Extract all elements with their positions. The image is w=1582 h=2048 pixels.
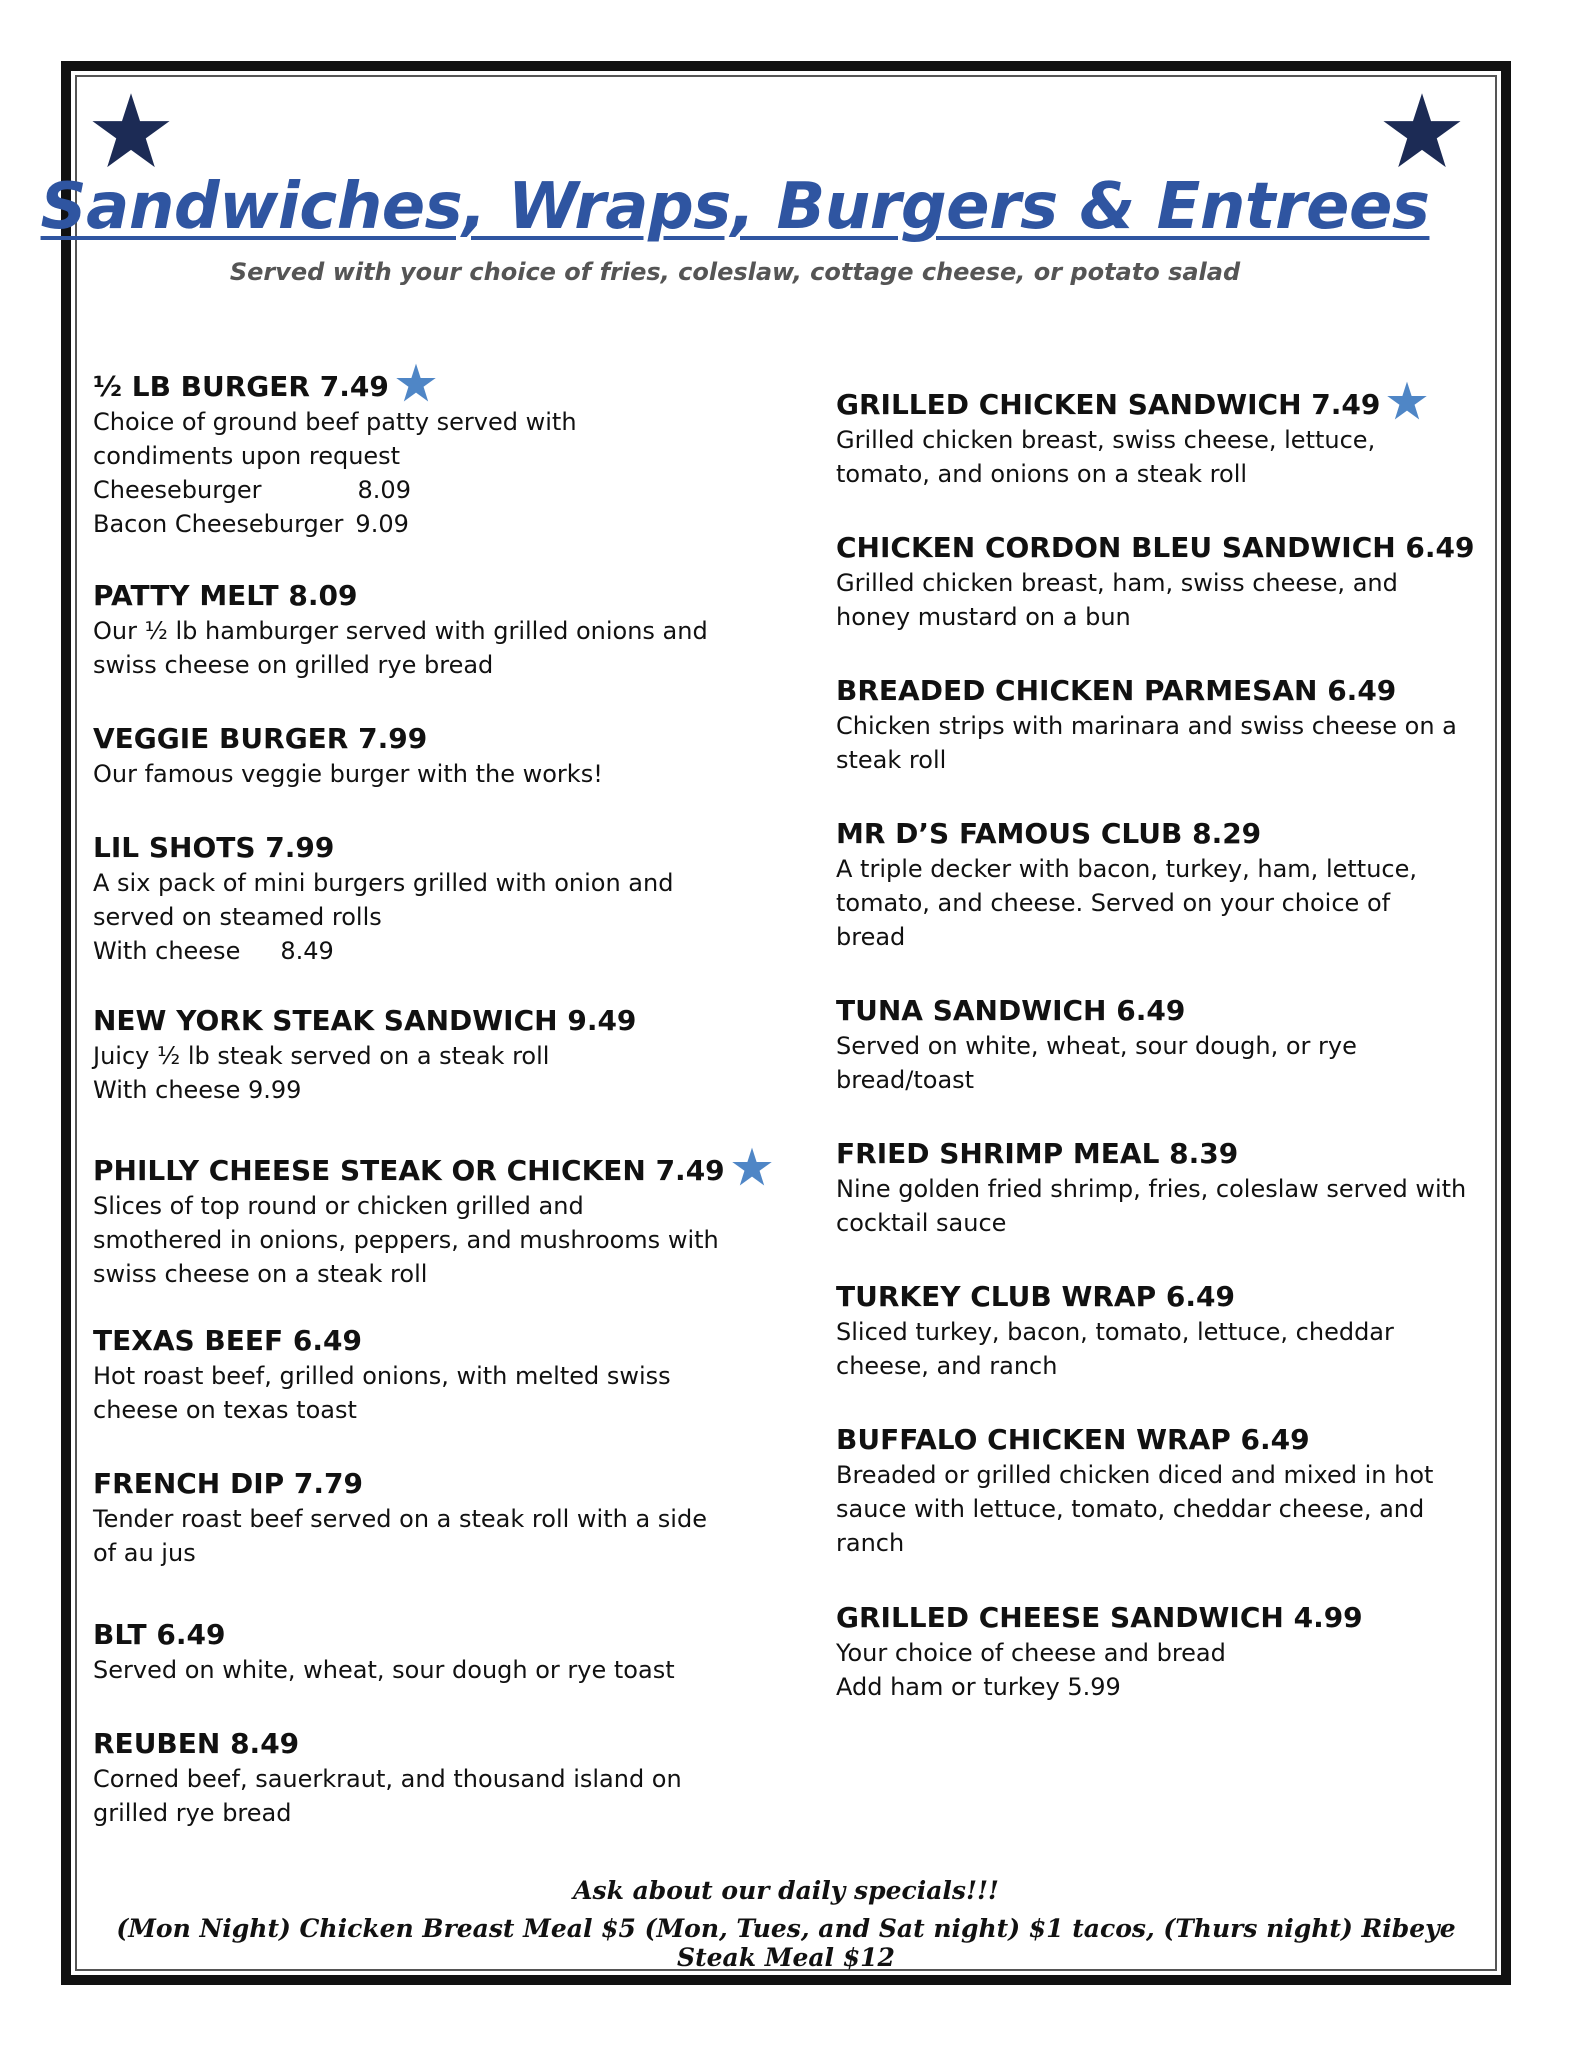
menu-item xyxy=(836,993,1496,1097)
menu-item-description: A six pack of mini burgers grilled with onion and xyxy=(93,869,674,897)
menu-item-description: swiss cheese on a steak roll xyxy=(93,1260,428,1288)
menu-item-title: REUBEN 8.49 xyxy=(93,1727,300,1760)
menu-item-description: smothered in onions, peppers, and mushrooms with xyxy=(93,1226,719,1254)
menu-item xyxy=(836,380,1496,491)
star-icon xyxy=(1381,90,1463,172)
menu-item-description: served on steamed rolls xyxy=(93,903,382,931)
menu-item-name xyxy=(93,1617,753,1653)
page-title: Sandwiches, Wraps, Burgers & Entrees xyxy=(40,170,1430,244)
star-icon xyxy=(395,362,437,404)
menu-item xyxy=(93,1003,753,1107)
menu-item-name xyxy=(93,1003,753,1039)
menu-item-description: Grilled chicken breast, ham, swiss cheese, and xyxy=(836,569,1398,597)
menu-item-description: Nine golden fried shrimp, fries, coleslaw served with xyxy=(836,1175,1467,1203)
menu-item-option xyxy=(93,473,753,507)
menu-item-description: Served on white, wheat, sour dough, or rye xyxy=(836,1032,1357,1060)
menu-item-name xyxy=(93,721,753,757)
menu-item-description: Sliced turkey, bacon, tomato, lettuce, cheddar xyxy=(836,1318,1394,1346)
menu-item-title: LIL SHOTS 7.99 xyxy=(93,831,335,864)
menu-item-title: PHILLY CHEESE STEAK OR CHICKEN 7.49 xyxy=(93,1154,725,1187)
menu-item-name xyxy=(836,1136,1496,1172)
menu-item-option-label: Cheeseburger xyxy=(93,476,262,504)
menu-item xyxy=(836,530,1496,634)
menu-item-option-price: 9.09 xyxy=(355,510,409,538)
footer-specials-heading: Ask about our daily specials!!! xyxy=(573,1876,999,1905)
menu-item-description: Our ½ lb hamburger served with grilled onions and xyxy=(93,617,708,645)
menu-item-description: cocktail sauce xyxy=(836,1209,1007,1237)
menu-item-name xyxy=(836,380,1496,423)
menu-item-description: Served on white, wheat, sour dough or rye toast xyxy=(93,1656,675,1684)
star-icon xyxy=(731,1146,773,1188)
menu-item-name xyxy=(836,816,1496,852)
menu-item-description: cheese on texas toast xyxy=(93,1396,357,1424)
menu-item xyxy=(93,1323,753,1427)
menu-item-description: honey mustard on a bun xyxy=(836,603,1131,631)
star-icon xyxy=(1386,380,1428,422)
menu-item xyxy=(93,578,753,682)
menu-item-name xyxy=(93,1726,753,1762)
menu-item-option-price: 8.49 xyxy=(280,937,334,965)
menu-item xyxy=(93,830,753,968)
menu-item xyxy=(836,1136,1496,1240)
menu-item-description: bread/toast xyxy=(836,1066,975,1094)
menu-item-description: tomato, and cheese. Served on your choice of xyxy=(836,889,1391,917)
star-icon xyxy=(90,90,172,172)
menu-item-description: Choice of ground beef patty served with xyxy=(93,408,577,436)
menu-item-description: Slices of top round or chicken grilled and xyxy=(93,1192,584,1220)
menu-item-name xyxy=(93,1323,753,1359)
menu-item-title: TUNA SANDWICH 6.49 xyxy=(836,994,1186,1027)
menu-item-name xyxy=(836,1422,1496,1458)
menu-item-description: Add ham or turkey 5.99 xyxy=(836,1673,1121,1701)
menu-item-title: FRENCH DIP 7.79 xyxy=(93,1467,363,1500)
menu-item-description: bread xyxy=(836,923,906,951)
menu-item-title: MR D’S FAMOUS CLUB 8.29 xyxy=(836,817,1262,850)
menu-item-description: Grilled chicken breast, swiss cheese, lettuce, xyxy=(836,426,1376,454)
footer-specials-details: (Mon Night) Chicken Breast Meal $5 (Mon, Tues, and Sat night) $1 tacos, (Thurs night) Ribeye Steak Meal $12 xyxy=(116,1914,1456,1972)
menu-item-name xyxy=(93,1146,753,1189)
menu-item xyxy=(93,721,753,791)
menu-item-title: GRILLED CHICKEN SANDWICH 7.49 xyxy=(836,388,1381,421)
menu-item xyxy=(836,673,1496,777)
menu-item-option-price: 8.09 xyxy=(357,476,411,504)
menu-item-title: TEXAS BEEF 6.49 xyxy=(93,1324,362,1357)
menu-item-description: With cheese 9.99 xyxy=(93,1076,302,1104)
menu-item-description: Corned beef, sauerkraut, and thousand island on xyxy=(93,1765,682,1793)
menu-item-title: TURKEY CLUB WRAP 6.49 xyxy=(836,1280,1235,1313)
menu-item-description: of au jus xyxy=(93,1539,196,1567)
menu-item-description: Chicken strips with marinara and swiss cheese on a xyxy=(836,712,1457,740)
menu-item-title: FRIED SHRIMP MEAL 8.39 xyxy=(836,1137,1239,1170)
menu-item-title: VEGGIE BURGER 7.99 xyxy=(93,722,428,755)
menu-item-description: ranch xyxy=(836,1529,905,1557)
menu-item-description: Juicy ½ lb steak served on a steak roll xyxy=(93,1042,550,1070)
menu-item-title: BLT 6.49 xyxy=(93,1618,226,1651)
menu-item-description: Tender roast beef served on a steak roll with a side xyxy=(93,1505,707,1533)
menu-item-name xyxy=(836,993,1496,1029)
menu-item-name xyxy=(836,1279,1496,1315)
menu-item-description: condiments upon request xyxy=(93,442,401,470)
menu-item-description: swiss cheese on grilled rye bread xyxy=(93,651,494,679)
menu-item-description: A triple decker with bacon, turkey, ham, lettuce, xyxy=(836,855,1417,883)
menu-item xyxy=(836,1279,1496,1383)
menu-item-name xyxy=(93,362,753,405)
menu-item xyxy=(836,816,1496,954)
menu-item-name xyxy=(93,578,753,614)
menu-item-option xyxy=(93,934,753,968)
page-subtitle: Served with your choice of fries, coleslaw, cottage cheese, or potato salad xyxy=(229,258,1241,286)
menu-item xyxy=(93,1466,753,1570)
menu-item-title: NEW YORK STEAK SANDWICH 9.49 xyxy=(93,1004,637,1037)
menu-item-description: tomato, and onions on a steak roll xyxy=(836,460,1248,488)
menu-item-description: cheese, and ranch xyxy=(836,1352,1058,1380)
menu-item xyxy=(93,1726,753,1830)
menu-item xyxy=(93,1617,753,1687)
menu-item-name xyxy=(93,830,753,866)
menu-item-description: Hot roast beef, grilled onions, with melted swiss xyxy=(93,1362,671,1390)
menu-item-title: ½ LB BURGER 7.49 xyxy=(93,370,389,403)
menu-item-name xyxy=(836,530,1496,566)
menu-item xyxy=(93,1146,753,1291)
menu-item-title: BUFFALO CHICKEN WRAP 6.49 xyxy=(836,1423,1310,1456)
menu-item-title: GRILLED CHEESE SANDWICH 4.99 xyxy=(836,1601,1363,1634)
menu-item-option-label: With cheese xyxy=(93,937,241,965)
menu-item-title: CHICKEN CORDON BLEU SANDWICH 6.49 xyxy=(836,531,1475,564)
menu-item-option xyxy=(93,507,753,541)
menu-item xyxy=(93,362,753,541)
menu-item-title: BREADED CHICKEN PARMESAN 6.49 xyxy=(836,674,1397,707)
menu-item xyxy=(836,1422,1496,1560)
menu-item-title: PATTY MELT 8.09 xyxy=(93,579,358,612)
menu-item-name xyxy=(836,673,1496,709)
menu-item-description: steak roll xyxy=(836,746,947,774)
menu-item-name xyxy=(93,1466,753,1502)
menu-item-description: Breaded or grilled chicken diced and mixed in hot xyxy=(836,1461,1434,1489)
menu-item-name xyxy=(836,1600,1496,1636)
menu-item-description: sauce with lettuce, tomato, cheddar cheese, and xyxy=(836,1495,1425,1523)
menu-item xyxy=(836,1600,1496,1704)
menu-item-description: Your choice of cheese and bread xyxy=(836,1639,1226,1667)
menu-item-option-label: Bacon Cheeseburger xyxy=(93,510,344,538)
menu-item-description: grilled rye bread xyxy=(93,1799,292,1827)
menu-item-description: Our famous veggie burger with the works! xyxy=(93,760,603,788)
